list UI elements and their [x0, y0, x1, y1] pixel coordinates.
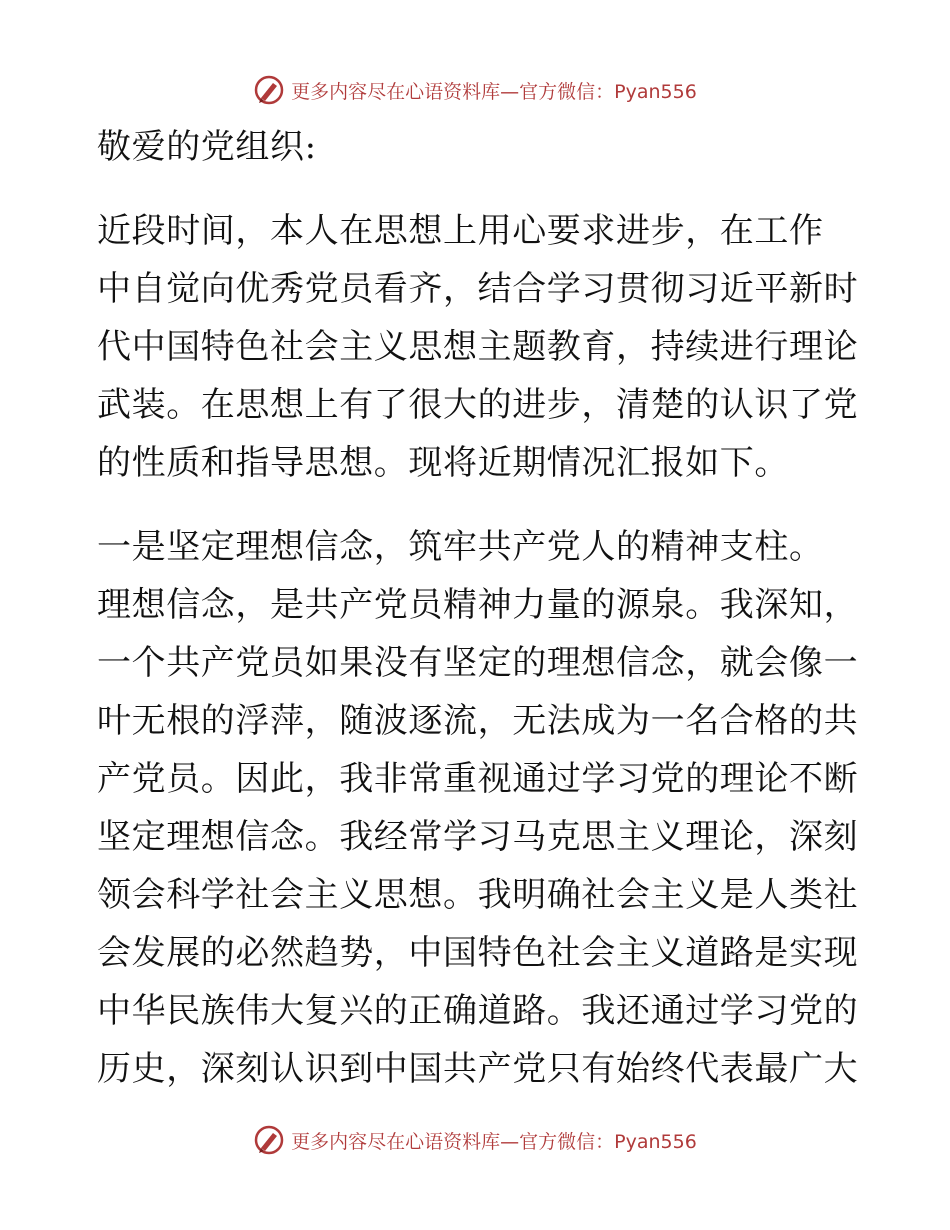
greeting: 敬爱的党组织:	[97, 127, 317, 167]
paragraph-2	[97, 518, 857, 1098]
text-line: 代中国特色社会主义思想主题教育，持续进行理论	[97, 327, 859, 367]
text-line: 一个共产党员如果没有坚定的理想信念，就会像一	[97, 643, 859, 683]
text-line: 产党员。因此，我非常重视通过学习党的理论不断	[97, 759, 859, 799]
watermark-text: 更多内容尽在心语资料库—官方微信：Pyan556	[291, 80, 697, 103]
paragraph-1	[97, 202, 857, 492]
watermark-text: 更多内容尽在心语资料库—官方微信：Pyan556	[291, 1130, 697, 1153]
footer-watermark	[0, 1120, 950, 1160]
text-line: 叶无根的浮萍，随波逐流，无法成为一名合格的共	[97, 701, 859, 741]
text-line: 近段时间，本人在思想上用心要求进步，在工作	[97, 211, 824, 251]
red-pen-icon	[253, 74, 285, 106]
text-line: 会发展的必然趋势，中国特色社会主义道路是实现	[97, 933, 859, 973]
text-line: 的性质和指导思想。现将近期情况汇报如下。	[97, 443, 789, 483]
text-line: 中自觉向优秀党员看齐，结合学习贯彻习近平新时	[97, 269, 859, 309]
text-line: 历史，深刻认识到中国共产党只有始终代表最广大	[97, 1049, 859, 1089]
header-watermark	[0, 70, 950, 110]
text-line: 武装。在思想上有了很大的进步，清楚的认识了党	[97, 385, 859, 425]
text-line: 领会科学社会主义思想。我明确社会主义是人类社	[97, 875, 859, 915]
text-line: 中华民族伟大复兴的正确道路。我还通过学习党的	[97, 991, 859, 1031]
red-pen-icon	[253, 1124, 285, 1156]
text-line: 一是坚定理想信念，筑牢共产党人的精神支柱。	[97, 527, 824, 567]
document-body	[97, 118, 857, 1098]
text-line: 坚定理想信念。我经常学习马克思主义理论，深刻	[97, 817, 859, 857]
text-line: 理想信念，是共产党员精神力量的源泉。我深知，	[97, 585, 859, 625]
